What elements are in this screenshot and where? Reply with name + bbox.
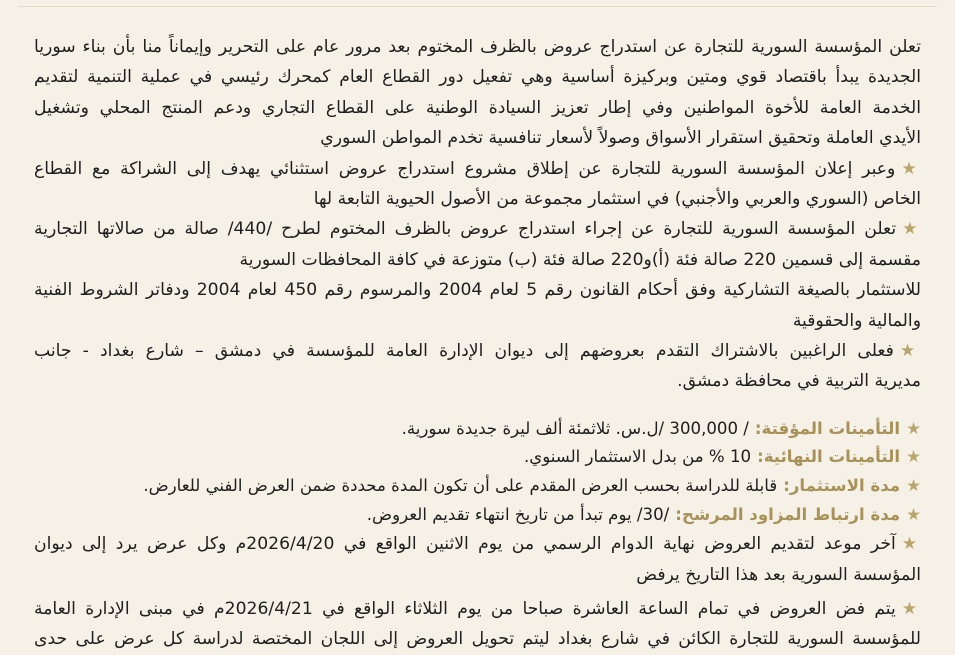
term-text: / 300,000 /ل.س. ثلاثمئة ألف ليرة جديدة سورية. (401, 418, 749, 438)
paragraph-line: للاستثمار بالصيغة التشاركية وفق أحكام القانون رقم 5 لعام 2004 والمرسوم رقم 450 لعام 2004 ودفاتر الشروط الفنية (34, 280, 922, 301)
partnership-paragraph (34, 154, 921, 215)
term-label: مدة الاستثمار: (783, 476, 901, 496)
term-text: 10 % من بدل الاستثمار السنوي. (523, 447, 752, 467)
term-label: مدة ارتباط المزاود المرشح: (675, 504, 901, 524)
paragraph-line: ★آخر موعد لتقديم العروض نهاية الدوام الرسمي من يوم الاثنين الواقع في 2026/4/20م وكل عرض يرد إلى ديوان (34, 534, 921, 555)
term-text: قابلة للدراسة بحسب العرض المقدم على أن تكون المدة محددة ضمن العرض الفني للعارض. (143, 476, 778, 496)
intro-line: الخدمة العامة للأخوة المواطنين وفي إطار تعزيز السيادة الوطنية على القطاع التجاري ودعم المنتج المحلي وتشغيل (34, 97, 921, 118)
intro-paragraph (34, 32, 921, 154)
intro-line: الجديدة يبدأ باقتصاد قوي ومتين وبركيزة أساسية وهي تفعيل دور القطاع العام كمحرك رئيسي في عملية التنمية لتقديم (34, 67, 921, 88)
term-item (34, 443, 921, 472)
paragraph-line: المؤسسة السورية بعد هذا التاريخ يرفض (636, 564, 921, 585)
intro-line: تعلن المؤسسة السورية للتجارة عن استدراج عروض بالظرف المختوم بعد مرور عام على التحرير وإيماناً منا بأن بناء سوريا (34, 37, 921, 57)
tender-paragraph (34, 214, 921, 336)
paragraph-line: ★يتم فض العروض في تمام الساعة العاشرة صباحا من يوم الثلاثاء الواقع في 2026/4/21م في مبنى الإدارة العامة (34, 599, 921, 620)
star-icon: ★ (906, 418, 921, 438)
applicants-paragraph (34, 336, 921, 397)
paragraph-line: للمؤسسة السورية للتجارة الكائن في شارع بغداد ليتم تحويل العروض إلى اللجان المختصة لدراسة كل عرض على حدى (34, 629, 921, 650)
star-icon: ★ (899, 341, 921, 362)
term-item (34, 415, 921, 444)
intro-line: الأيدي العاملة وتحقيق استقرار الأسواق وصولاً لأسعار تنافسية تخدم المواطن السوري (320, 128, 921, 149)
paragraph-line: مقسمة إلى قسمين 220 صالة فئة (أ)و220 صالة فئة (ب) متوزعة في كافة المحافظات السورية (239, 249, 921, 270)
star-icon: ★ (901, 534, 921, 555)
star-icon: ★ (902, 219, 922, 240)
term-text: /30/ يوم تبدأ من تاريخ انتهاء تقديم العروض. (366, 504, 670, 524)
paragraph-line: ★وعبر إعلان المؤسسة السورية للتجارة عن إطلاق مشروع استدراج عروض استثنائي يهدف إلى الشراكة مع القطاع (34, 158, 921, 179)
term-label: التأمينات المؤقتة: (754, 418, 901, 438)
term-item (34, 472, 921, 501)
paragraph-line: والمالية والحقوقية (792, 310, 921, 331)
deadline-paragraph (34, 529, 921, 590)
star-icon: ★ (906, 504, 921, 524)
paragraph-line: الخاص (السوري والعربي والأجنبي) في استثمار مجموعة من الأصول الحيوية التابعة لها (313, 189, 921, 210)
paragraph-line: ★تعلن المؤسسة السورية للتجارة عن إجراء استدراج عروض بالظرف المختوم لطرح /440/ صالة من صالاتها التجارية (34, 219, 922, 240)
star-icon: ★ (901, 158, 921, 179)
spacer (34, 397, 921, 415)
paragraph-line: مديرية التربية في محافظة دمشق. (677, 371, 921, 392)
star-icon: ★ (901, 599, 921, 620)
star-icon: ★ (906, 476, 921, 496)
terms-list (34, 415, 921, 529)
opening-paragraph (34, 594, 921, 655)
star-icon: ★ (906, 447, 921, 467)
term-label: التأمينات النهائية: (757, 447, 901, 467)
paragraph-line: ★فعلى الراغبين بالاشتراك التقدم بعروضهم إلى ديوان الإدارة العامة للمؤسسة في دمشق – شارع بغداد - جانب (34, 341, 921, 362)
term-item (34, 501, 921, 530)
